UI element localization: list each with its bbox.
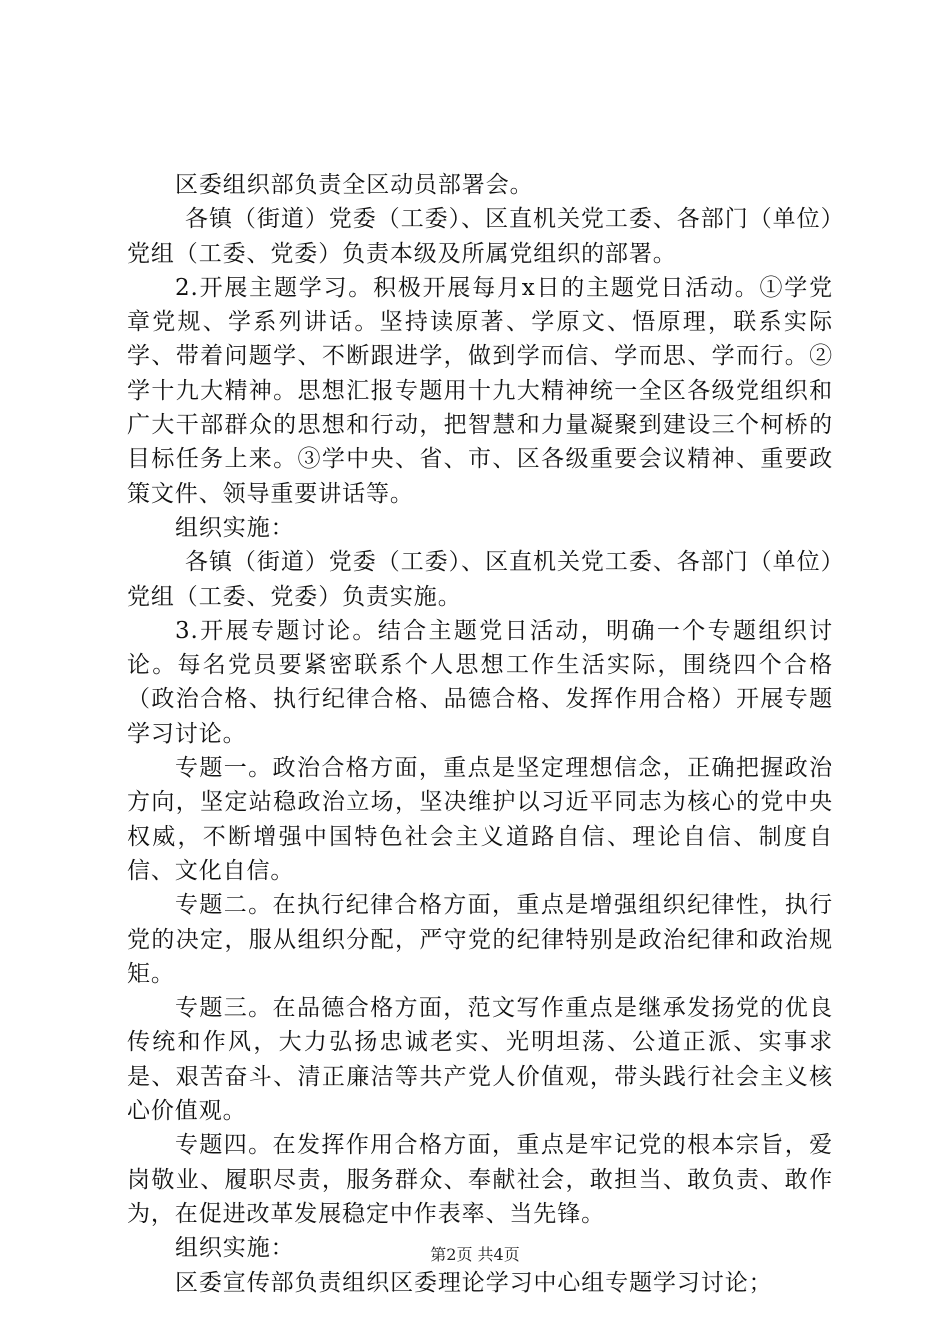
page-number-footer: 第2页 共4页 bbox=[430, 1245, 520, 1264]
paragraph-implementation: 各镇（街道）党委（工委）、区直机关党工委、各部门（单位）党组（工委、党委）负责实施。 bbox=[127, 549, 833, 610]
paragraph-topic-discussion: 3.开展专题讨论。结合主题党日活动，明确一个专题组织讨论。每名党员要紧密联系个人思想工作生活实际，围绕四个合格（政治合格、执行纪律合格、品德合格、发挥作用合格）开展专题学习讨论。 bbox=[127, 617, 833, 747]
paragraph-theme-study: 2.开展主题学习。积极开展每月x日的主题党日活动。①学党章党规、学系列讲话。坚持读原著、学原文、悟原理，联系实际学、带着问题学、不断跟进学，做到学而信、学而思、学而行。②学十九大精神。思想汇报专题用十九大精神统一全区各级党组织和广大干部群众的思想和行动，把智慧和力量凝聚到建设三个柯桥的目标任务上来。③学中央、省、市、区各级重要会议精神、重要政策文件、领导重要讲话等。 bbox=[127, 274, 833, 507]
paragraph-propaganda-dept: 区委宣传部负责组织区委理论学习中心组专题学习讨论； bbox=[175, 1269, 773, 1296]
paragraph-deployment: 各镇（街道）党委（工委）、区直机关党工委、各部门（单位）党组（工委、党委）负责本级及所属党组织的部署。 bbox=[127, 206, 833, 267]
paragraph-topic-two: 专题二。在执行纪律合格方面，重点是增强组织纪律性，执行党的决定，服从组织分配，严守党的纪律特别是政治纪律和政治规矩。 bbox=[127, 892, 833, 987]
paragraph-organization-heading-2: 组织实施： bbox=[175, 1235, 295, 1262]
paragraph-topic-four: 专题四。在发挥作用合格方面，重点是牢记党的根本宗旨，爱岗敬业、履职尽责，服务群众、奉献社会，敢担当、敢负责、敢作为，在促进改革发展稳定中作表率、当先锋。 bbox=[127, 1132, 833, 1227]
paragraph-organization-heading-1: 组织实施： bbox=[175, 514, 295, 541]
document-body bbox=[127, 168, 833, 1300]
paragraph-topic-three: 专题三。在品德合格方面，范文写作重点是继承发扬党的优良传统和作风，大力弘扬忠诚老实、光明坦荡、公道正派、实事求是、艰苦奋斗、清正廉洁等共产党人价值观，带头践行社会主义核心价值观。 bbox=[127, 995, 833, 1125]
paragraph-mobilization: 区委组织部负责全区动员部署会。 bbox=[175, 172, 534, 198]
paragraph-topic-one: 专题一。政治合格方面，重点是坚定理想信念，正确把握政治方向，坚定站稳政治立场，坚决维护以习近平同志为核心的党中央权威，不断增强中国特色社会主义道路自信、理论自信、制度自信、文化自信。 bbox=[127, 755, 833, 884]
